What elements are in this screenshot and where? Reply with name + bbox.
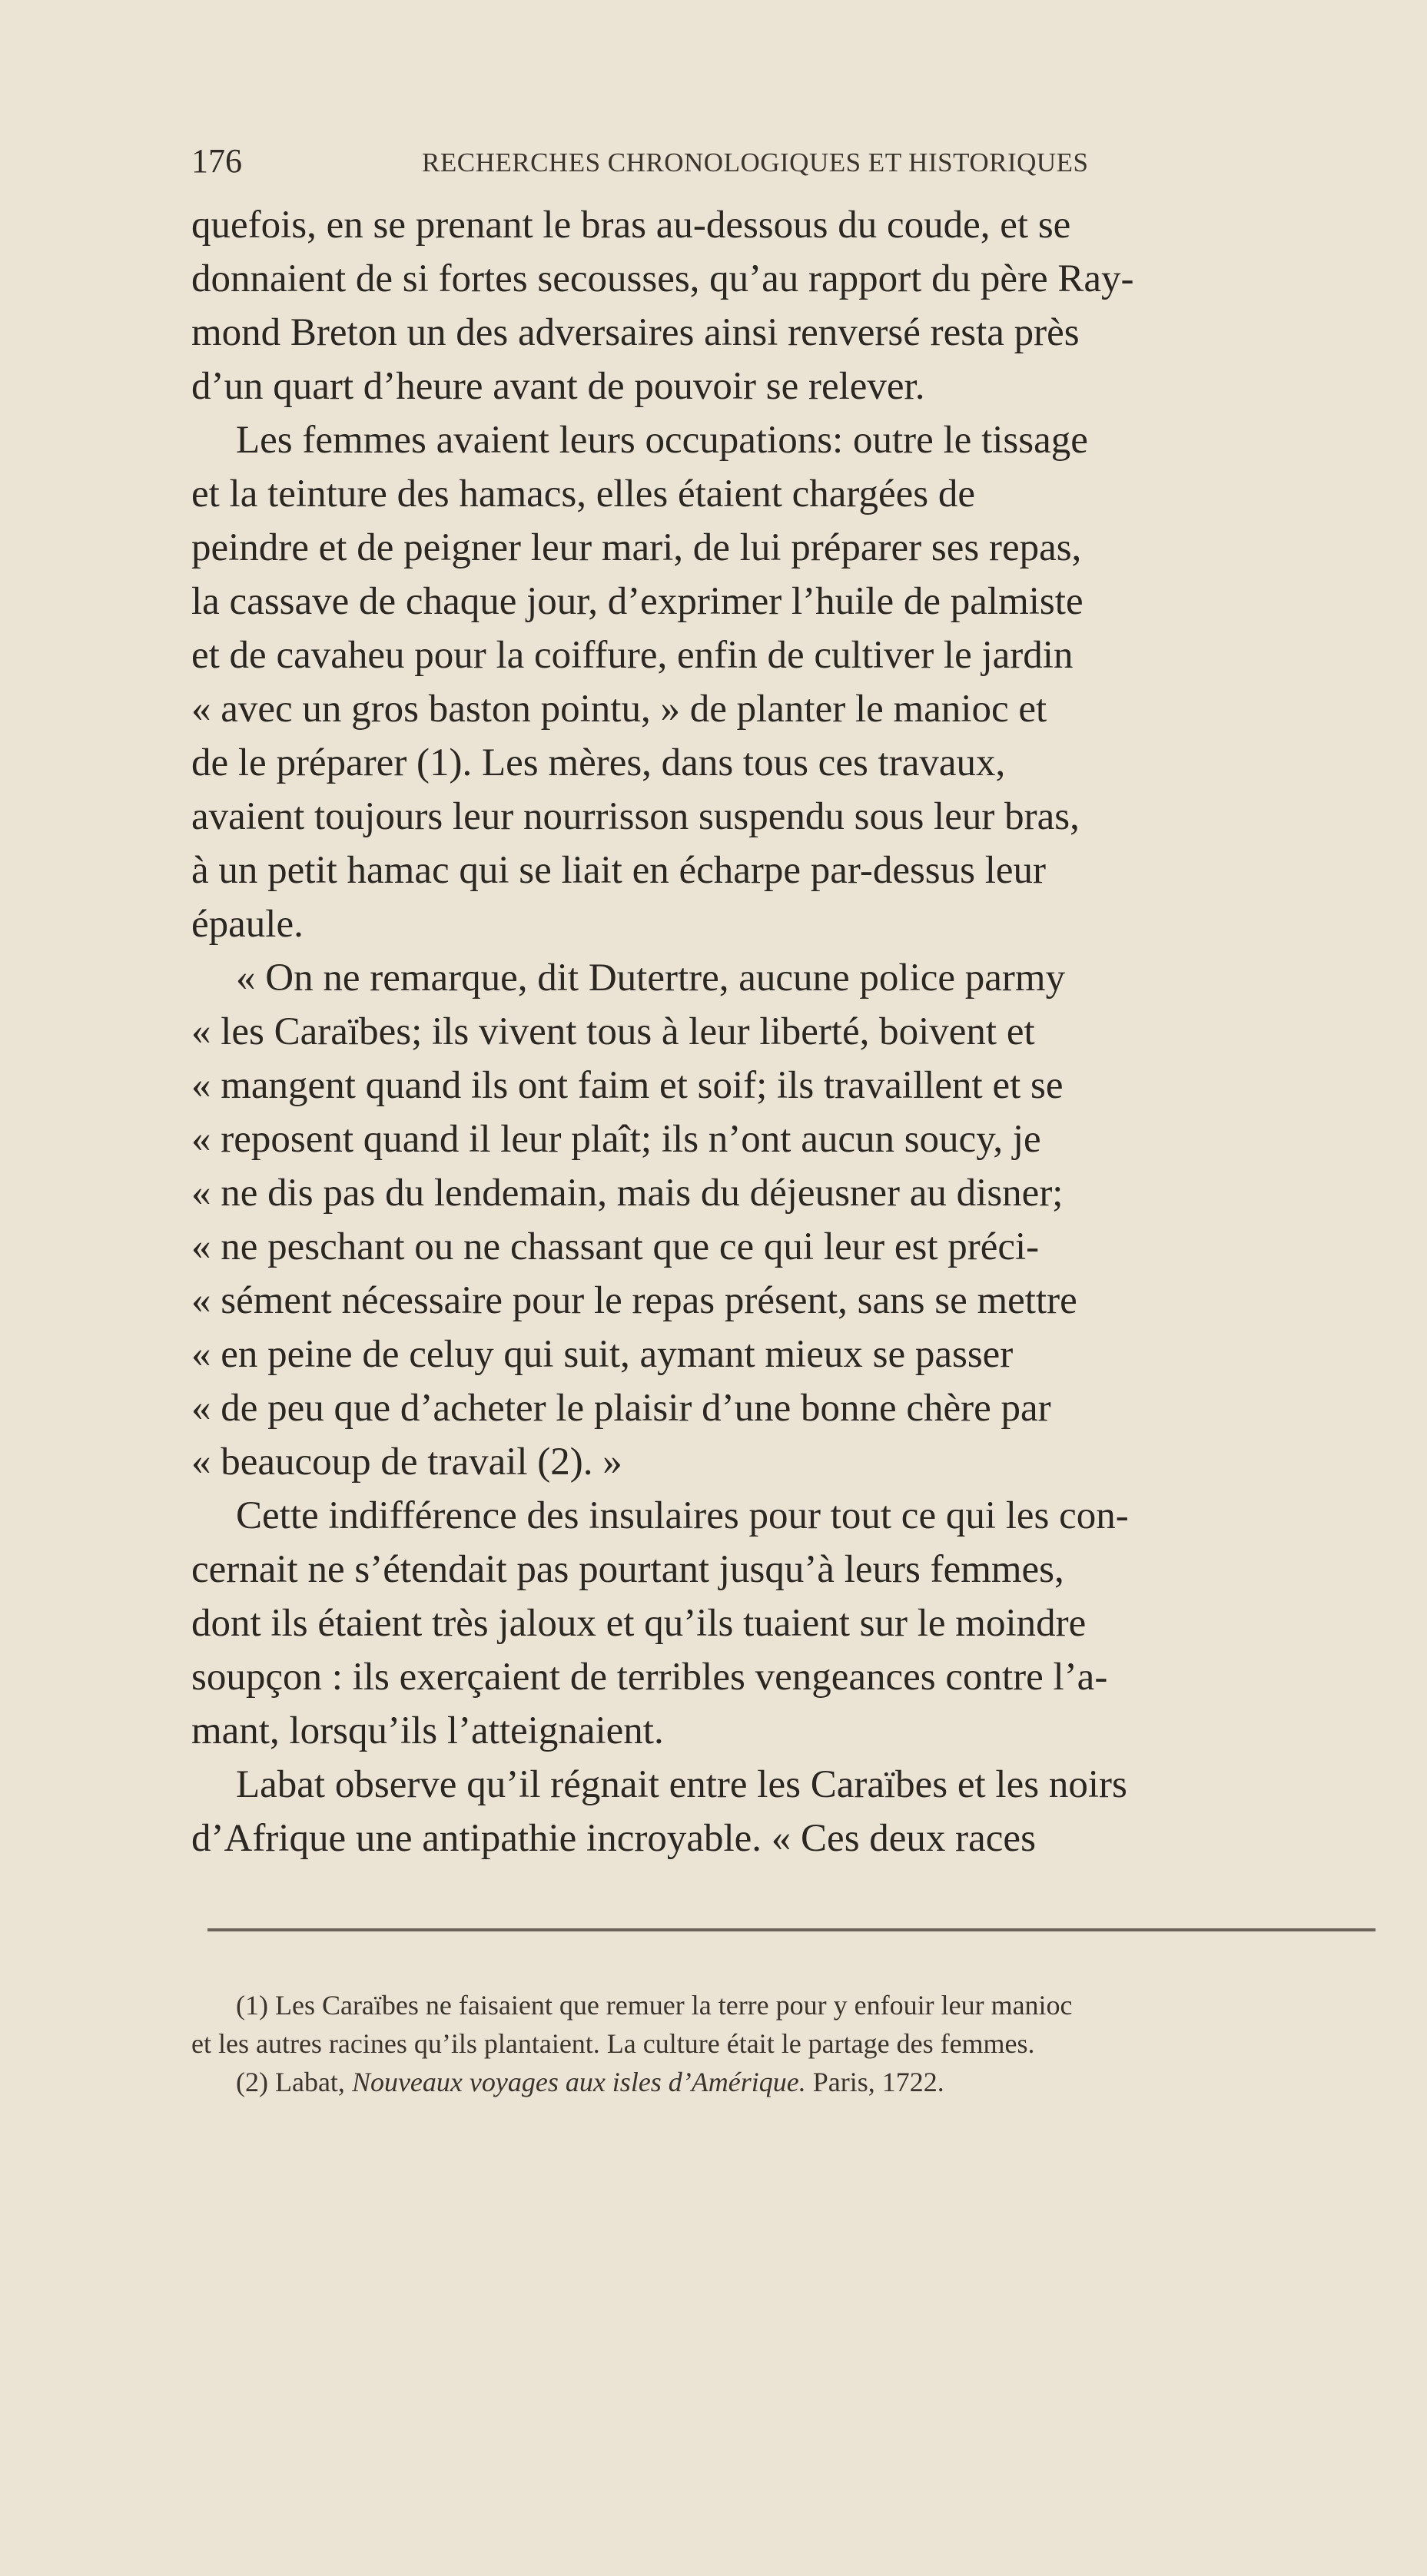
text-line: « sément nécessaire pour le repas présent, sans se mettre (191, 1279, 1077, 1322)
footnote-2-prefix: (2) Labat, (236, 2067, 345, 2097)
text-line: Labat observe qu’il régnait entre les Caraïbes et les noirs (236, 1763, 1127, 1806)
text-line: soupçon : ils exerçaient de terribles vengeances contre l’a- (191, 1656, 1108, 1699)
text-line: mond Breton un des adversaires ainsi renversé resta près (191, 311, 1080, 354)
text-line: « mangent quand ils ont faim et soif; ils travaillent et se (191, 1064, 1064, 1107)
text-line: d’un quart d’heure avant de pouvoir se relever. (191, 365, 925, 408)
text-line: avaient toujours leur nourrisson suspendu sous leur bras, (191, 795, 1080, 838)
running-head: RECHERCHES CHRONOLOGIQUES ET HISTORIQUES (422, 148, 1089, 177)
text-line: quefois, en se prenant le bras au-dessous du coude, et se (191, 204, 1071, 247)
footnote-2 (191, 2063, 1361, 2101)
footnote-2-suffix: Paris, 1722. (812, 2067, 944, 2097)
footnote-1-line-1: (1) Les Caraïbes ne faisaient que remuer la terre pour y enfouir leur manioc (236, 1990, 1073, 2021)
text-line: « ne dis pas du lendemain, mais du déjeusner au disner; (191, 1172, 1064, 1215)
text-line: « ne peschant ou ne chassant que ce qui leur est préci- (191, 1225, 1040, 1268)
text-line: cernait ne s’étendait pas pourtant jusqu’à leurs femmes, (191, 1548, 1064, 1591)
text-line: « les Caraïbes; ils vivent tous à leur liberté, boivent et (191, 1010, 1035, 1053)
text-line: « beaucoup de travail (2). » (191, 1441, 622, 1484)
text-line: « de peu que d’acheter le plaisir d’une bonne chère par (191, 1387, 1051, 1430)
footnotes (191, 1986, 1361, 2101)
text-line: la cassave de chaque jour, d’exprimer l’huile de palmiste (191, 580, 1084, 623)
text-line: et la teinture des hamacs, elles étaient chargées de (191, 472, 975, 516)
text-line: donnaient de si fortes secousses, qu’au rapport du père Ray- (191, 257, 1134, 300)
text-line: dont ils étaient très jaloux et qu’ils tuaient sur le moindre (191, 1602, 1087, 1645)
footnote-rule (207, 1928, 1376, 1931)
page-number: 176 (191, 142, 242, 180)
text-line: « avec un gros baston pointu, » de planter le manioc et (191, 688, 1047, 731)
text-line: de le préparer (1). Les mères, dans tous ces travaux, (191, 741, 1006, 784)
text-line: « reposent quand il leur plaît; ils n’ont aucun soucy, je (191, 1118, 1041, 1161)
text-line: peindre et de peigner leur mari, de lui préparer ses repas, (191, 526, 1082, 569)
text-line: « On ne remarque, dit Dutertre, aucune police parmy (236, 956, 1066, 1000)
text-line: à un petit hamac qui se liait en écharpe par-dessus leur (191, 849, 1047, 892)
page-header (191, 141, 1361, 187)
text-line: « en peine de celuy qui suit, aymant mieux se passer (191, 1333, 1014, 1376)
text-line: Les femmes avaient leurs occupations: outre le tissage (236, 419, 1088, 462)
text-line: épaule. (191, 903, 304, 946)
body-text (191, 198, 1361, 1865)
text-line: mant, lorsqu’ils l’atteignaient. (191, 1709, 664, 1752)
footnote-1-line-2: et les autres racines qu’ils plantaient. La culture était le partage des femmes. (191, 2028, 1035, 2059)
footnote-2-title: Nouveaux voyages aux isles d’Amérique. (351, 2067, 806, 2097)
text-line: et de cavaheu pour la coiffure, enfin de cultiver le jardin (191, 634, 1074, 677)
text-line: d’Afrique une antipathie incroyable. « Ces deux races (191, 1817, 1036, 1860)
text-line: Cette indifférence des insulaires pour tout ce qui les con- (236, 1494, 1129, 1537)
